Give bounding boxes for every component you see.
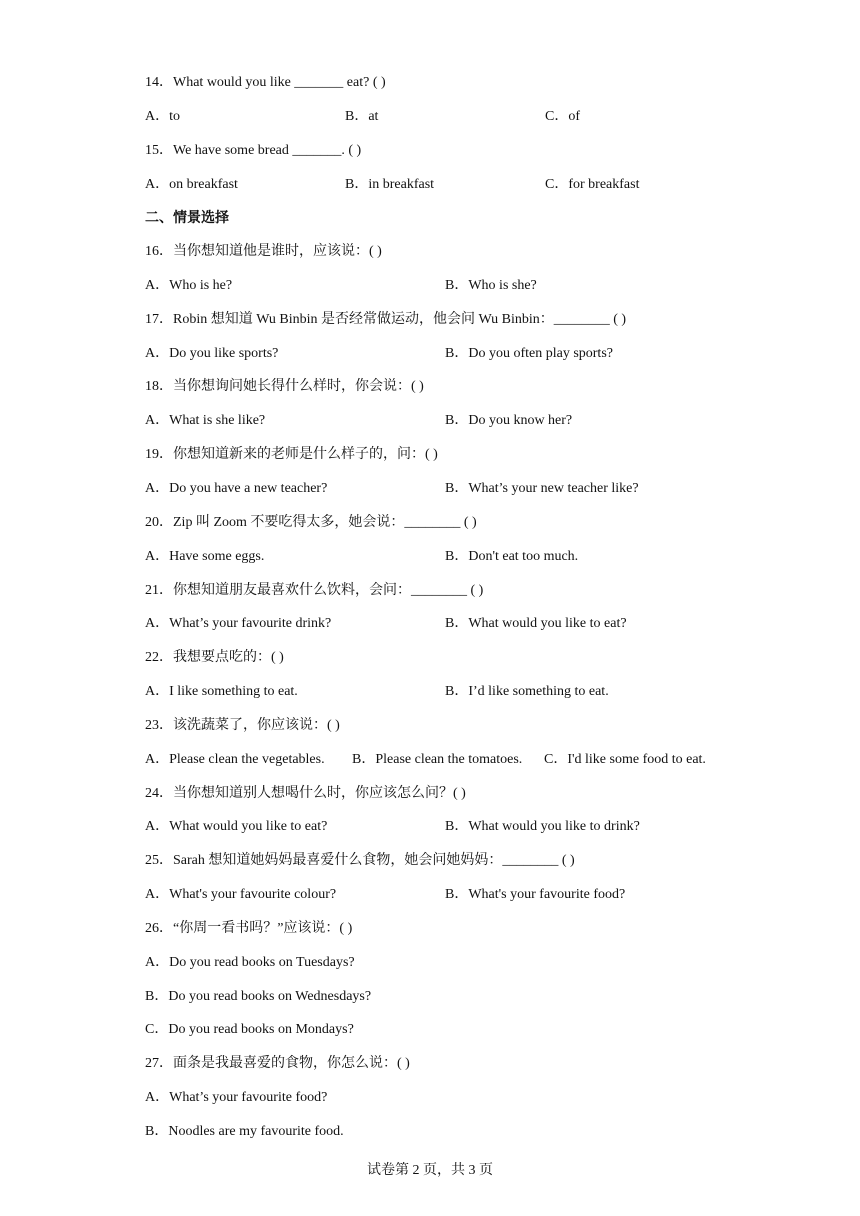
option-20-a: A．Have some eggs. <box>145 549 265 564</box>
question-17: 17．Robin 想知道 Wu Binbin 是否经常做运动，他会问 Wu Binbin：________ ( ) <box>145 312 627 327</box>
option-19-b: B．What’s your new teacher like? <box>445 481 639 496</box>
option-26-b: B．Do you read books on Wednesdays? <box>145 989 372 1004</box>
question-21: 21．你想知道朋友最喜欢什么饮料，会问：________ ( ) <box>145 583 484 598</box>
question-14: 14．What would you like _______ eat? ( ) <box>145 75 386 90</box>
option-24-b: B．What would you like to drink? <box>445 819 640 834</box>
option-23-b: B．Please clean the tomatoes. <box>352 752 523 767</box>
question-20: 20．Zip 叫 Zoom 不要吃得太多，她会说：________ ( ) <box>145 515 477 530</box>
question-25: 25．Sarah 想知道她妈妈最喜爱什么食物，她会问她妈妈：________ ( ) <box>145 853 575 868</box>
option-16-b: B．Who is she? <box>445 278 537 293</box>
option-23-c: C．I'd like some food to eat. <box>544 752 706 767</box>
question-24: 24．当你想知道别人想喝什么时，你应该怎么问？( ) <box>145 786 466 801</box>
option-15-a: A．on breakfast <box>145 177 238 192</box>
option-25-a: A．What's your favourite colour? <box>145 887 337 902</box>
option-18-b: B．Do you know her? <box>445 413 573 428</box>
option-15-c: C．for breakfast <box>545 177 640 192</box>
section-title: 二、情景选择 <box>145 210 229 226</box>
option-25-b: B．What's your favourite food? <box>445 887 626 902</box>
question-22: 22．我想要点吃的：( ) <box>145 650 284 665</box>
option-19-a: A．Do you have a new teacher? <box>145 481 328 496</box>
option-27-a: A．What’s your favourite food? <box>145 1090 328 1105</box>
option-22-b: B．I’d like something to eat. <box>445 684 609 699</box>
question-26: 26．“你周一看书吗？”应该说：( ) <box>145 921 353 936</box>
question-18: 18．当你想询问她长得什么样时，你会说：( ) <box>145 379 424 394</box>
question-15: 15．We have some bread _______. ( ) <box>145 143 362 158</box>
option-22-a: A．I like something to eat. <box>145 684 298 699</box>
page-footer: 试卷第 2 页，共 3 页 <box>367 1163 493 1178</box>
question-27: 27．面条是我最喜爱的食物，你怎么说：( ) <box>145 1056 410 1071</box>
option-15-b: B．in breakfast <box>345 177 435 192</box>
question-19: 19．你想知道新来的老师是什么样子的，问：( ) <box>145 447 438 462</box>
option-21-b: B．What would you like to eat? <box>445 616 627 631</box>
option-20-b: B．Don't eat too much. <box>445 549 579 564</box>
option-14-b: B．at <box>345 109 379 124</box>
option-24-a: A．What would you like to eat? <box>145 819 328 834</box>
option-26-c: C．Do you read books on Mondays? <box>145 1022 354 1037</box>
option-14-c: C．of <box>545 109 580 124</box>
option-16-a: A．Who is he? <box>145 278 233 293</box>
question-23: 23．该洗蔬菜了，你应该说：( ) <box>145 718 340 733</box>
option-18-a: A．What is she like? <box>145 413 266 428</box>
option-27-b: B．Noodles are my favourite food. <box>145 1124 344 1139</box>
option-17-a: A．Do you like sports? <box>145 346 279 361</box>
question-16: 16．当你想知道他是谁时，应该说：( ) <box>145 244 382 259</box>
option-23-a: A．Please clean the vegetables. <box>145 752 325 767</box>
option-26-a: A．Do you read books on Tuesdays? <box>145 955 355 970</box>
option-17-b: B．Do you often play sports? <box>445 346 613 361</box>
option-14-a: A．to <box>145 109 180 124</box>
option-21-a: A．What’s your favourite drink? <box>145 616 332 631</box>
